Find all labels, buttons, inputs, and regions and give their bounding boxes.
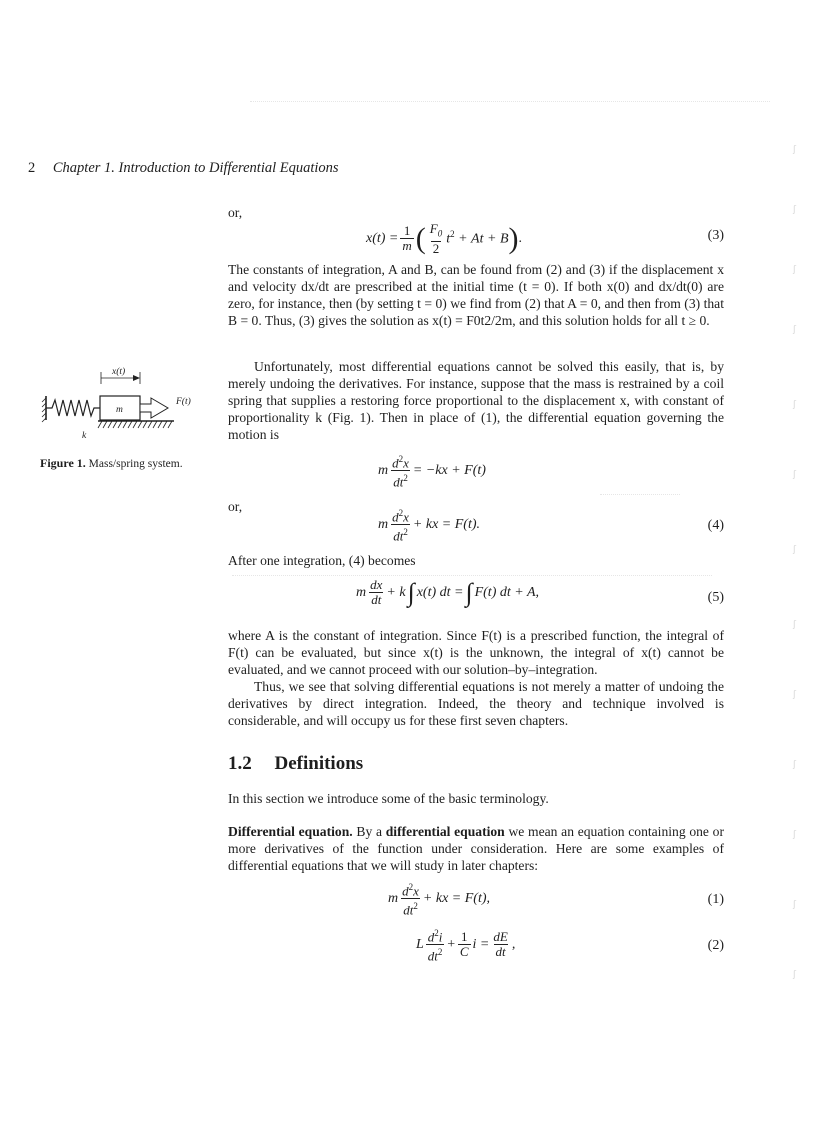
equation-5 (228, 578, 724, 622)
page-number: 2 (28, 160, 36, 176)
or-text-1: or, (228, 205, 243, 220)
figure-caption (40, 456, 183, 471)
paragraph-intro: In this section we introduce some of the basic terminology. (228, 791, 549, 806)
eq5-part-b: F(t) dt + A, (474, 584, 539, 600)
bleed-through-mark: ʃ (793, 970, 797, 980)
eq5-number: (5) (707, 590, 724, 605)
eq3-number: (3) (707, 228, 724, 243)
chapter-title: Chapter 1. Introduction to Differential Equations (52, 160, 339, 176)
figure-label: Figure 1. (40, 456, 86, 470)
eq3-fraction-1-over-m: $\frac{1}{m}$ (402, 223, 412, 254)
equation-2 (228, 926, 724, 966)
bleed-through-mark: ʃ (793, 205, 797, 215)
eq5-mid: + k (386, 584, 406, 600)
eq3-lhs: x(t) = (366, 230, 399, 246)
definition-by: By a (356, 824, 383, 839)
bleed-through-mark: ʃ (793, 620, 797, 630)
equation-1 (228, 880, 724, 920)
force-arrow (140, 398, 168, 418)
bleed-through-mark: ʃ (793, 830, 797, 840)
section-number: 1.2 (228, 753, 252, 774)
definition-term: differential equation (385, 824, 505, 839)
eq2-L: L (416, 936, 424, 952)
integral-sign-1: ∫ (407, 577, 415, 607)
scan-artifact-line (232, 575, 712, 576)
eq2-fraction-1-over-c: $\frac{1}{C}$ (459, 929, 469, 960)
eq2-second-derivative: $\frac{d^2i}{dt^2}$ (427, 928, 443, 964)
eq5-first-derivative: $\frac{dx}{dt}$ (370, 577, 383, 607)
definition-rest: we mean an equation containing one or more derivatives of the function under consideration. Here are some examples of differential equations that we will study in later chapters: (228, 824, 725, 873)
figure-k-label: k (82, 431, 87, 441)
ground (98, 421, 174, 428)
scan-artifact-line (600, 494, 680, 495)
section-title: Definitions (274, 753, 364, 774)
paragraph-definition (228, 823, 724, 874)
eq4-rhs: + kx = F(t). (412, 516, 480, 532)
equation-unnumbered (228, 452, 724, 492)
eq1-number: (1) (707, 892, 724, 907)
paragraph-thus: Thus, we see that solving differential equations is not merely a matter of undoing the derivatives by direct integration. Indeed, the theory and technique involved is considerable, and will occupy us for these first seven chapters. (228, 679, 724, 728)
paragraph-where: where A is the constant of integration. Since F(t) is a prescribed function, the integral of F(t) can be evaluated, but since x(t) is the unknown, the integral of x(t) cannot be evaluated, and we cannot proceed with our solution–by–integration. (228, 628, 724, 677)
wall (42, 396, 46, 422)
paragraph-constants: The constants of integration, A and B, can be found from (2) and (3) if the displacement x and velocity dx/dt are prescribed at the initial time (t = 0). If both x(0) and dx/dt(0) are zero, for instance, then (by setting t = 0) we find from (2) that A = 0, and then from (3) that B = 0. Thus, (3) gives the solution as x(t) = F0t2/2m, and this solution holds for all t ≥ 0. (228, 262, 724, 328)
eq2-number: (2) (707, 938, 724, 953)
eq2-de-dt: $\frac{dE}{dt}$ (493, 929, 508, 960)
eq4-second-derivative: $\frac{d^2x}{dt^2}$ (392, 508, 409, 544)
bleed-through-mark: ʃ (793, 900, 797, 910)
figure-f-label: F(t) (176, 397, 191, 407)
bleed-through-mark: ʃ (793, 690, 797, 700)
or-text-2: or, (228, 499, 243, 514)
mass-spring-figure (40, 362, 208, 444)
integral-sign-2: ∫ (465, 577, 473, 607)
bleed-through-mark: ʃ (793, 760, 797, 770)
definition-heading: Differential equation. (228, 824, 353, 839)
eq3-fraction-f0-over-2: $\frac{F_0}{2}$ (429, 221, 443, 256)
figure-x-label: x(t) (112, 367, 126, 377)
bleed-through-mark: ʃ (793, 400, 797, 410)
eq2-i: i = (472, 936, 490, 952)
eq4-number: (4) (707, 518, 724, 533)
eq4-m: m (378, 516, 389, 532)
eq5-m: m (356, 584, 367, 600)
eq1-m: m (388, 890, 399, 906)
equation-4 (228, 506, 724, 546)
after-integration-text: After one integration, (4) becomes (228, 553, 416, 568)
bleed-through-mark: ʃ (793, 325, 797, 335)
spring (46, 400, 100, 416)
figure-caption-text: Mass/spring system. (88, 458, 183, 470)
bleed-through-mark: ʃ (793, 265, 797, 275)
bleed-through-mark: ʃ (793, 145, 797, 155)
eq2-end: , (511, 936, 516, 952)
eq-unnum-second-derivative: $\frac{d^2x}{dt^2}$ (392, 454, 409, 490)
section-heading (228, 753, 363, 775)
eq1-rhs: + kx = F(t), (422, 890, 490, 906)
eq1-second-derivative: $\frac{d^2x}{dt^2}$ (402, 882, 419, 918)
eq-unnum-rhs: = −kx + F(t) (412, 462, 486, 478)
bleed-through-mark: ʃ (793, 545, 797, 555)
paragraph-unfortunately: Unfortunately, most differential equations cannot be solved this easily, that is, by merely undoing the derivatives. For instance, suppose that the mass is restrained by a coil spring that supplies a restoring force proportional to the displacement x, with constant of proportionality k (Fig. 1). Then in place of (1), the differential equation governing the motion is (228, 359, 724, 442)
bleed-through-mark: ʃ (793, 470, 797, 480)
eq2-mid: + (446, 936, 456, 952)
running-header (28, 160, 339, 177)
eq-unnum-m: m (378, 462, 389, 478)
eq5-part-a: x(t) dt = (416, 584, 464, 600)
figure-m-label: m (116, 405, 123, 415)
scan-artifact-line (250, 101, 770, 102)
equation-3: x(t) = $\frac{1}{m}$ ( $\frac{F_0}{2}$ $t^2 + At + B$ ) . (3) (366, 221, 724, 256)
